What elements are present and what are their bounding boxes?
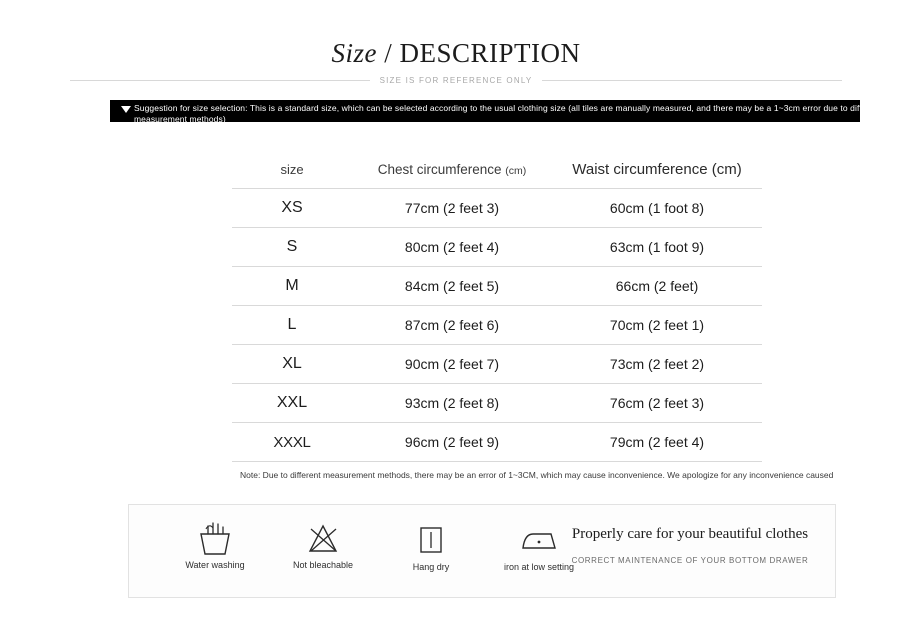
header-waist: Waist circumference (cm) (572, 160, 742, 178)
care-subtitle: CORRECT MAINTENANCE OF YOUR BOTTOM DRAWER (571, 556, 809, 565)
header-chest (352, 162, 552, 177)
cell-chest: 84cm (2 feet 5) (404, 278, 500, 294)
table-row (232, 345, 762, 384)
subtitle-rule-left (70, 80, 370, 81)
header-chest-unit: (cm) (505, 164, 527, 177)
table-row (232, 267, 762, 306)
cell-chest: 93cm (2 feet 8) (404, 395, 500, 411)
cell-waist: 66cm (2 feet) (615, 278, 699, 294)
cell-waist: 60cm (1 foot 8) (609, 200, 705, 216)
subtitle-rule-right (542, 80, 842, 81)
care-item-water-washing (176, 518, 254, 572)
cell-chest: 77cm (2 feet 3) (404, 200, 500, 216)
cell-chest: 96cm (2 feet 9) (404, 434, 500, 450)
table-row (232, 423, 762, 462)
page-title-rest: / DESCRIPTION (376, 38, 581, 68)
suggestion-text: Suggestion for size selection: This is a standard size, which can be selected according to the usual clothing size (all tiles are manually measured, and there may be a 1~3cm error due to different measurement methods) (134, 103, 882, 124)
cell-size: XXXL (273, 433, 311, 451)
care-item-not-bleachable (284, 518, 362, 572)
cell-size: M (285, 277, 299, 294)
hang-dry-icon (392, 518, 470, 560)
cell-size: S (286, 238, 298, 255)
hand-wash-icon (176, 518, 254, 560)
subtitle-text: SIZE IS FOR REFERENCE ONLY (379, 76, 533, 85)
care-label: Water washing (185, 560, 245, 570)
care-label: iron at low setting (503, 562, 575, 572)
table-header-row (232, 150, 762, 189)
cell-size: XL (282, 355, 302, 372)
care-title: Properly care for your beautiful clothes (571, 526, 809, 542)
cell-chest: 87cm (2 feet 6) (404, 317, 500, 333)
care-label: Hang dry (412, 562, 450, 572)
size-table (232, 150, 762, 462)
table-row (232, 189, 762, 228)
cell-waist: 63cm (1 foot 9) (609, 239, 705, 255)
measurement-note: Note: Due to different measurement methods, there may be an error of 1~3CM, which may cause inconvenience. We apologize for any inconvenience caused (240, 470, 834, 480)
header-size: size (280, 161, 304, 177)
cell-size: L (287, 316, 297, 333)
care-icon-list (176, 518, 578, 572)
triangle-down-icon (121, 106, 131, 113)
table-row (232, 228, 762, 267)
cell-chest: 90cm (2 feet 7) (404, 356, 500, 372)
no-bleach-icon (284, 518, 362, 560)
header-chest-label: Chest circumference (377, 161, 502, 177)
care-label: Not bleachable (292, 560, 354, 570)
cell-size: XXL (276, 394, 308, 411)
cell-waist: 73cm (2 feet 2) (609, 356, 705, 372)
table-row (232, 384, 762, 423)
page-title (0, 38, 912, 69)
cell-waist: 79cm (2 feet 4) (609, 434, 705, 450)
cell-size: XS (281, 199, 303, 216)
subtitle-row (0, 76, 912, 85)
page-title-italic: Size (331, 38, 377, 68)
care-item-hang-dry (392, 518, 470, 572)
cell-waist: 76cm (2 feet 3) (609, 395, 705, 411)
cell-waist: 70cm (2 feet 1) (609, 317, 705, 333)
table-row (232, 306, 762, 345)
cell-chest: 80cm (2 feet 4) (404, 239, 500, 255)
